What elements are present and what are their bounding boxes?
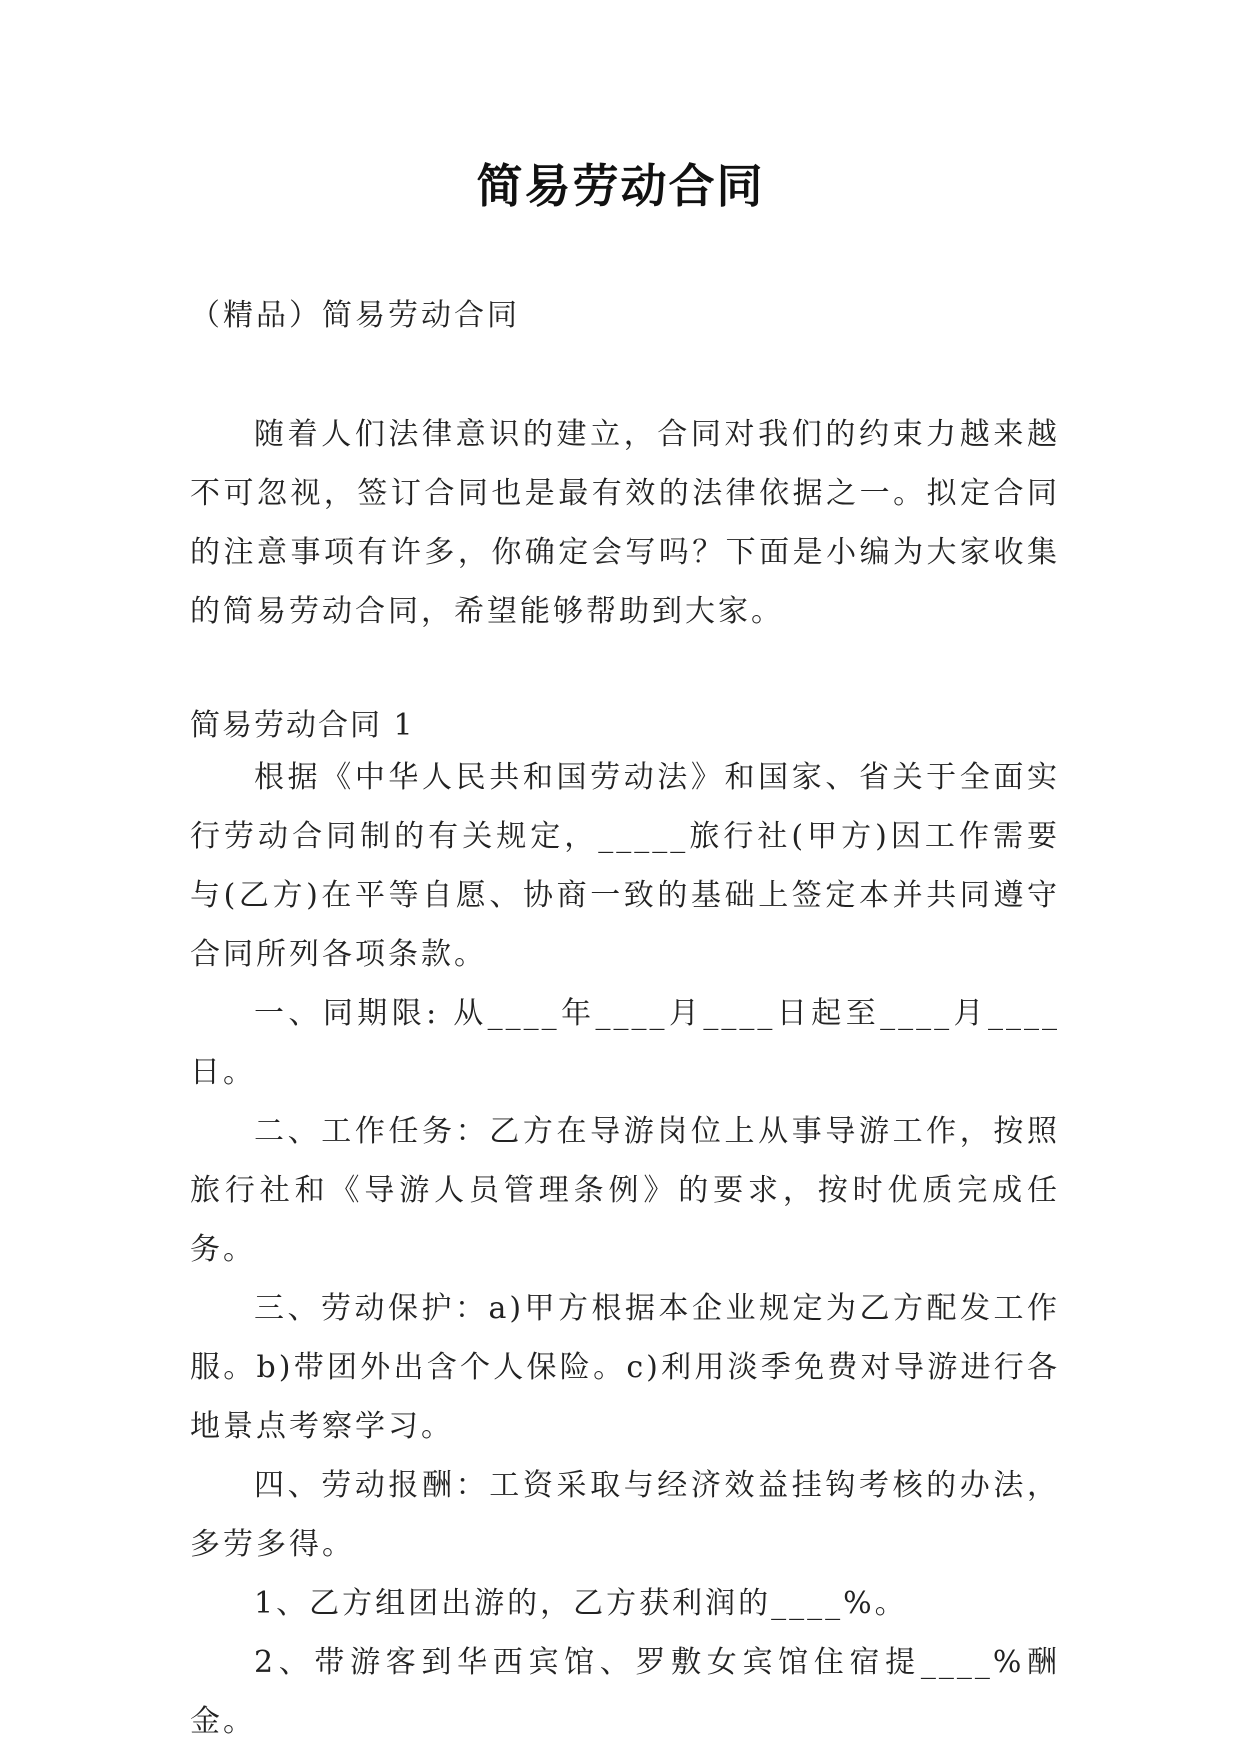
document-title: 简易劳动合同: [476, 159, 765, 213]
document-subtitle: （精品）简易劳动合同: [190, 298, 520, 333]
clause-term: 一、同期限: 从____年____月____日起至____月____日。: [190, 996, 1060, 1090]
section-heading: 简易劳动合同 1: [190, 708, 415, 743]
contract-body: [190, 748, 1060, 1751]
clause-labor-protection: 三、劳动保护：a)甲方根据本企业规定为乙方配发工作服。b)带团外出含个人保险。c)利用淡季免费对导游进行各地景点考察学习。: [190, 1291, 1060, 1444]
contract-preamble: 根据《中华人民共和国劳动法》和国家、省关于全面实行劳动合同制的有关规定，_____旅行社(甲方)因工作需要与(乙方)在平等自愿、协商一致的基础上签定本并共同遵守合同所列各项条款。: [190, 760, 1060, 972]
clause-work-task: 二、工作任务：乙方在导游岗位上从事导游工作，按照旅行社和《导游人员管理条例》的要求，按时优质完成任务。: [190, 1114, 1060, 1267]
intro-paragraph: 随着人们法律意识的建立，合同对我们的约束力越来越不可忽视，签订合同也是最有效的法律依据之一。拟定合同的注意事项有许多，你确定会写吗？下面是小编为大家收集的简易劳动合同，希望能够帮助到大家。: [190, 417, 1060, 629]
remuneration-item-1: 1、乙方组团出游的，乙方获利润的____%。: [254, 1586, 908, 1621]
remuneration-item-2: 2、带游客到华西宾馆、罗敷女宾馆住宿提____%酬金。: [190, 1645, 1060, 1739]
clause-remuneration: 四、劳动报酬：工资采取与经济效益挂钩考核的办法，多劳多得。: [190, 1468, 1060, 1562]
